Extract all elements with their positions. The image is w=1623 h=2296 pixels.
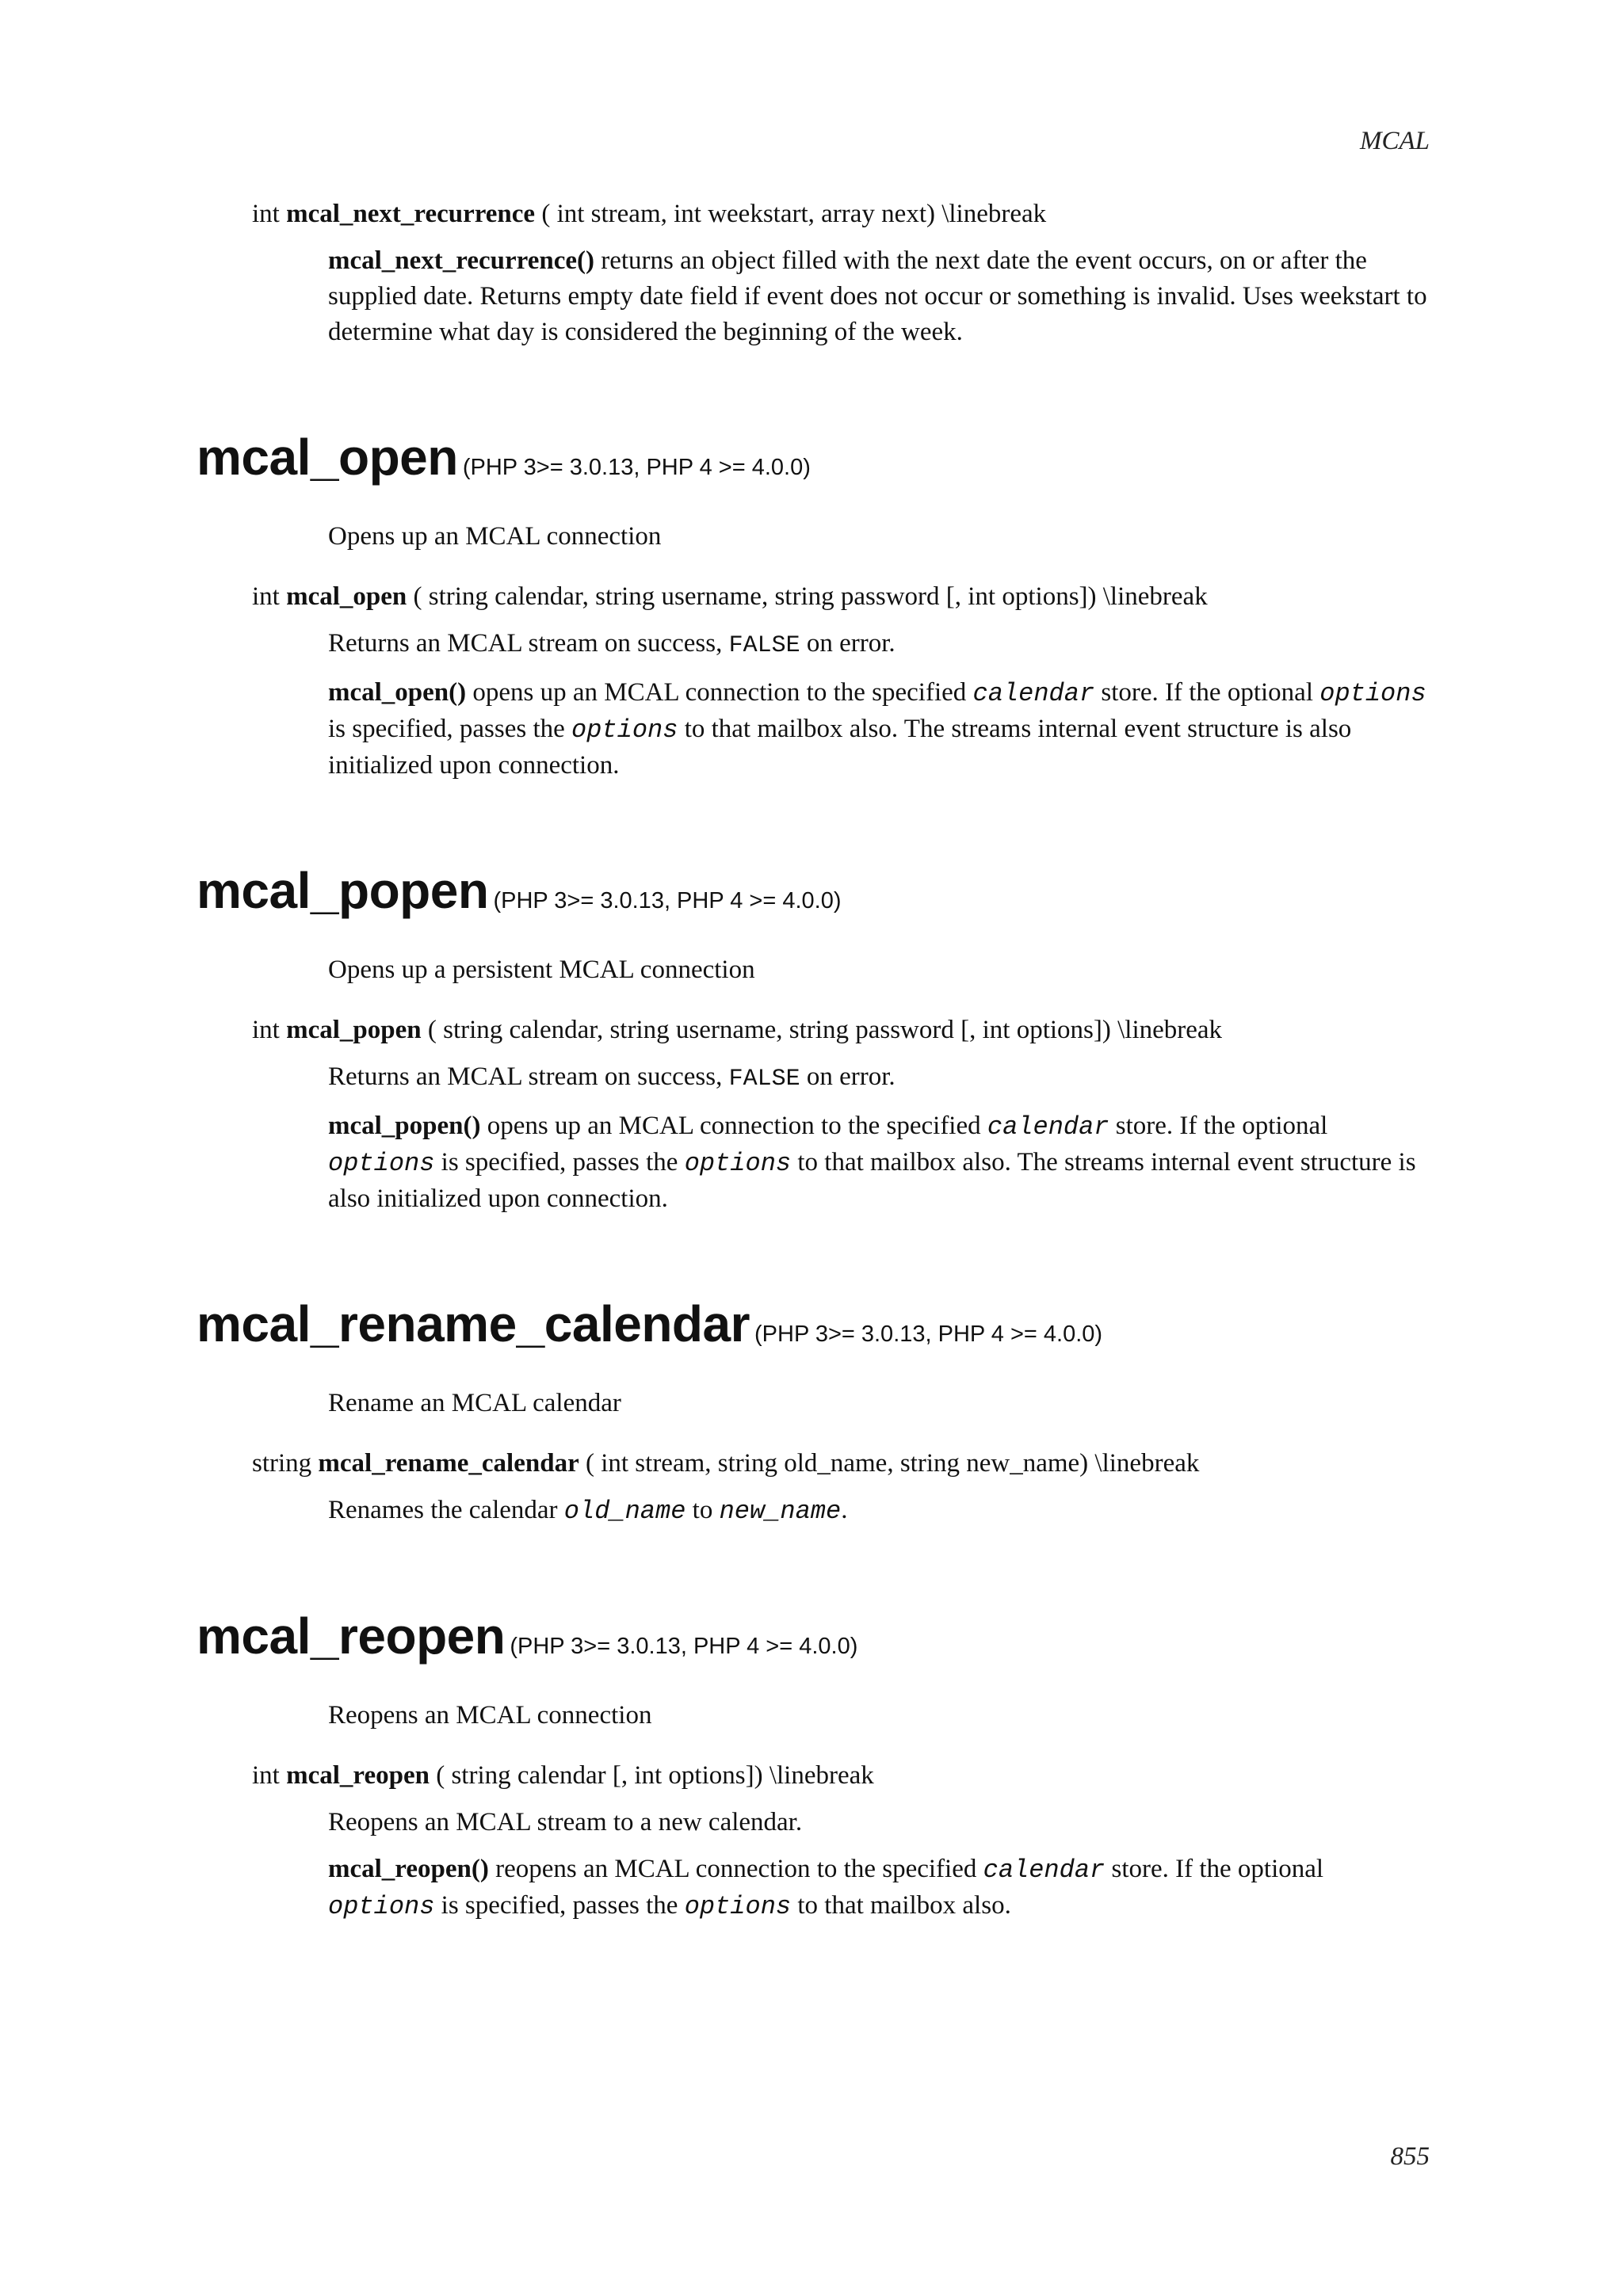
text: to that mailbox also. The streams internal event structure is also initialized upon connection. [328, 1148, 1416, 1213]
parameter: options [571, 715, 678, 745]
function-description [328, 243, 1430, 350]
text: on error. [800, 629, 896, 658]
entry-mcal-reopen [0, 1607, 1623, 1924]
entry-title: mcal_rename_calendar [197, 1295, 750, 1352]
function-name: mcal_reopen [286, 1761, 430, 1790]
parameter: options [684, 1149, 792, 1178]
version-info: (PHP 3>= 3.0.13, PHP 4 >= 4.0.0) [493, 888, 842, 913]
text: to that mailbox also. [791, 1891, 1011, 1920]
parameter: options [1319, 679, 1426, 708]
text: store. If the optional [1094, 678, 1320, 707]
entry-title: mcal_reopen [197, 1608, 506, 1665]
function-synopsis [252, 196, 1623, 232]
function-synopsis [252, 1012, 1623, 1048]
entry-heading [197, 1607, 1623, 1665]
version-info: (PHP 3>= 3.0.13, PHP 4 >= 4.0.0) [754, 1322, 1103, 1347]
function-description [328, 1108, 1430, 1217]
function-description [328, 1852, 1430, 1924]
function-name: mcal_next_recurrence() [328, 246, 594, 275]
function-name: mcal_reopen() [328, 1855, 489, 1883]
page-number: 855 [1390, 2142, 1430, 2171]
function-name: mcal_popen() [328, 1112, 481, 1140]
entry-mcal-popen [0, 861, 1623, 1217]
function-args: ( int stream, int weekstart, array next) \linebreak [535, 200, 1047, 228]
text: to [685, 1496, 720, 1524]
parameter: calendar [983, 1855, 1106, 1885]
text: is specified, passes the [434, 1148, 685, 1177]
parameter: calendar [972, 679, 1095, 708]
entry-mcal-rename-calendar [0, 1295, 1623, 1529]
parameter: new_name [719, 1497, 842, 1526]
return-type: int [252, 1016, 280, 1044]
return-type: int [252, 582, 280, 611]
parameter: calendar [987, 1112, 1109, 1142]
text: reopens an MCAL connection to the specified [488, 1855, 983, 1883]
parameter: options [328, 1892, 435, 1921]
return-description [328, 1059, 1430, 1097]
function-args: ( string calendar [, int options]) \linebreak [429, 1761, 874, 1790]
return-description: Reopens an MCAL stream to a new calendar. [328, 1808, 803, 1836]
function-name: mcal_popen [286, 1016, 422, 1044]
return-description [328, 626, 1430, 664]
function-synopsis [252, 1757, 1623, 1794]
function-name: mcal_rename_calendar [318, 1449, 579, 1478]
return-type: string [252, 1449, 312, 1478]
entry-purpose: Opens up an MCAL connection [328, 522, 662, 551]
text: is specified, passes the [328, 715, 572, 743]
return-type: int [252, 200, 280, 228]
function-synopsis [252, 1445, 1623, 1482]
function-description [328, 675, 1430, 784]
text: store. If the optional [1109, 1112, 1328, 1140]
description-text: returns an object filled with the next date the event occurs, on or after the supplied date. Returns empty date field if event does not occur or something is invalid. Uses weekstart to determine what day is considered the beginning of the week. [328, 246, 1427, 346]
text: opens up an MCAL connection to the specified [466, 678, 973, 707]
function-name: mcal_next_recurrence [286, 200, 536, 228]
text: Renames the calendar [328, 1496, 564, 1524]
entry-heading [197, 861, 1623, 920]
text: opens up an MCAL connection to the specified [480, 1112, 987, 1140]
entry-heading [197, 1295, 1623, 1353]
parameter: options [684, 1892, 792, 1921]
text: is specified, passes the [434, 1891, 685, 1920]
return-type: int [252, 1761, 280, 1790]
version-info: (PHP 3>= 3.0.13, PHP 4 >= 4.0.0) [462, 455, 811, 480]
function-description [328, 1493, 1430, 1529]
text: on error. [800, 1062, 896, 1091]
text: Returns an MCAL stream on success, [328, 629, 729, 658]
text: . [841, 1496, 848, 1524]
page-content [0, 196, 1623, 1924]
text: store. If the optional [1105, 1855, 1324, 1883]
text: Returns an MCAL stream on success, [328, 1062, 729, 1091]
entry-purpose: Reopens an MCAL connection [328, 1701, 652, 1730]
function-args: ( int stream, string old_name, string new_name) \linebreak [579, 1449, 1200, 1478]
entry-purpose: Opens up a persistent MCAL connection [328, 955, 755, 984]
constant: FALSE [728, 632, 800, 659]
function-args: ( string calendar, string username, string password [, int options]) \linebreak [421, 1016, 1223, 1044]
function-name: mcal_open [286, 582, 407, 611]
parameter: options [328, 1149, 435, 1178]
entry-title: mcal_open [197, 429, 458, 486]
constant: FALSE [728, 1066, 800, 1093]
running-header: MCAL [1359, 127, 1430, 155]
function-name: mcal_open() [328, 678, 467, 707]
entry-mcal-open [0, 428, 1623, 784]
parameter: old_name [563, 1497, 686, 1526]
entry-heading [197, 428, 1623, 486]
function-synopsis [252, 578, 1623, 615]
text: to that mailbox also. The streams internal event structure is also initialized upon connection. [328, 715, 1352, 780]
version-info: (PHP 3>= 3.0.13, PHP 4 >= 4.0.0) [510, 1634, 858, 1659]
entry-purpose: Rename an MCAL calendar [328, 1389, 621, 1417]
function-args: ( string calendar, string username, string password [, int options]) \linebreak [407, 582, 1208, 611]
entry-title: mcal_popen [197, 862, 489, 919]
